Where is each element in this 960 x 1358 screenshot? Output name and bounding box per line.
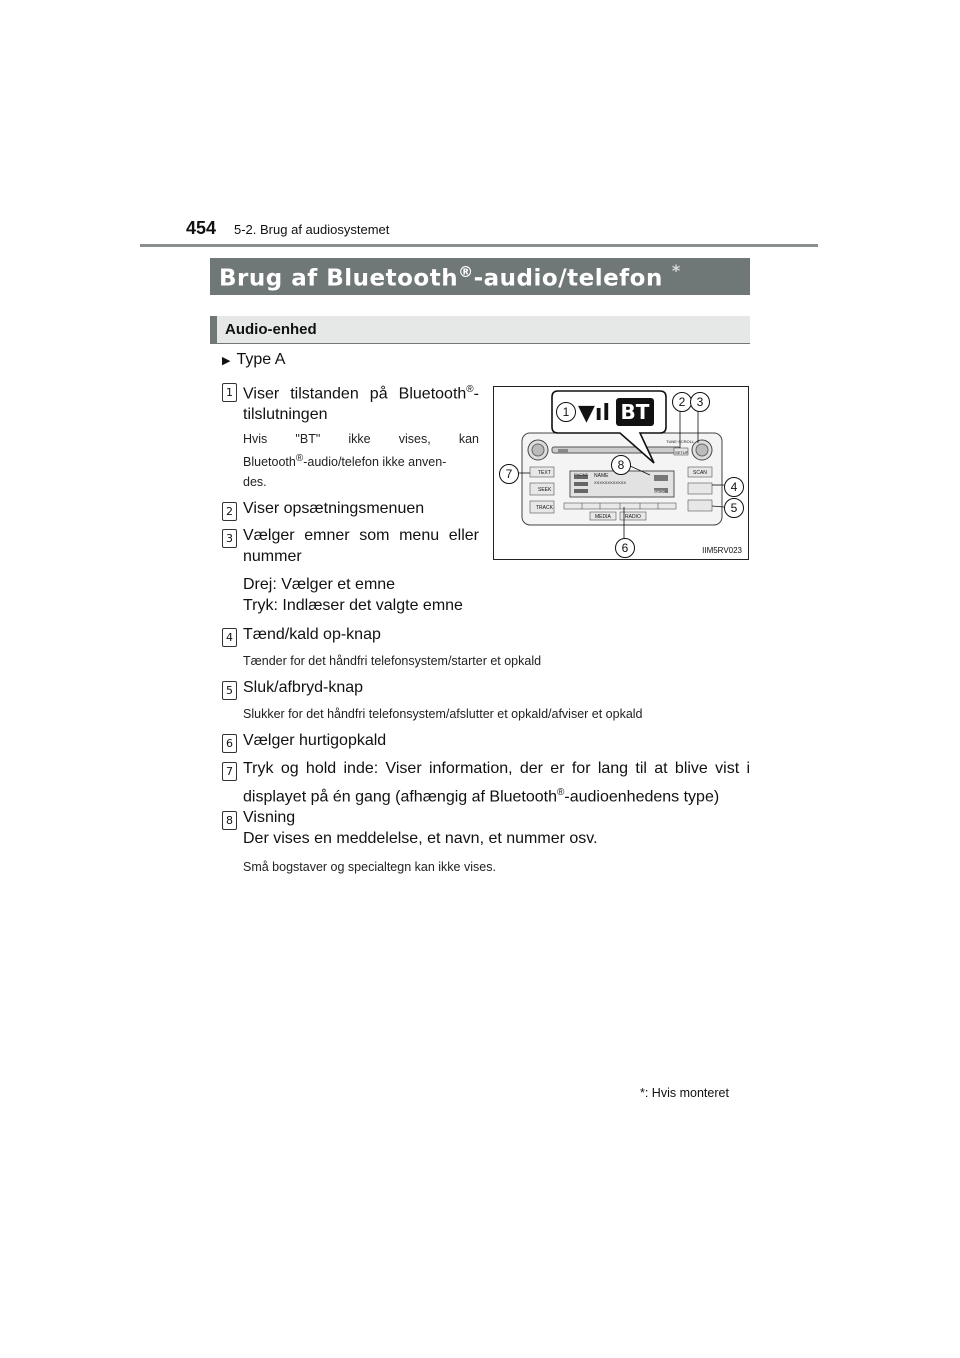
callout-3: 3 bbox=[690, 392, 710, 412]
track-button-label: TRACK bbox=[536, 505, 553, 511]
item-number: 5 bbox=[222, 681, 237, 700]
item-number: 6 bbox=[222, 734, 237, 753]
signal-strength-icon: ▼ıl bbox=[578, 401, 611, 426]
item-1-line2: tilslutningen bbox=[243, 406, 328, 424]
audio-unit-figure bbox=[493, 386, 749, 560]
back-button-label: BACK bbox=[654, 489, 665, 494]
title-asterisk: * bbox=[671, 261, 681, 280]
type-label bbox=[222, 351, 285, 369]
page-number: 454 bbox=[186, 218, 217, 238]
item-7-line2-end: -audioenhedens type) bbox=[564, 788, 720, 806]
title-rest: -audio/telefon bbox=[473, 265, 663, 292]
media-button-label: MEDIA bbox=[595, 514, 611, 520]
radio-button-label: RADIO bbox=[625, 514, 641, 520]
setup-button-label: SETUP bbox=[675, 450, 689, 455]
registered-mark: ® bbox=[557, 787, 565, 798]
title-main: Brug af Bluetooth bbox=[219, 265, 459, 292]
item-6-text: Vælger hurtigopkald bbox=[243, 732, 387, 749]
callout-4: 4 bbox=[724, 477, 744, 497]
callout-2: 2 bbox=[672, 392, 692, 412]
header-divider bbox=[140, 244, 818, 247]
callout-5: 5 bbox=[724, 498, 744, 518]
item-8-text bbox=[243, 807, 598, 849]
callout-6: 6 bbox=[615, 538, 635, 558]
item-7-line1: Tryk og hold inde: Viser information, der er for lang til at blive vist i bbox=[243, 760, 750, 777]
item-4-note: Tænder for det håndfri telefonsystem/starter et opkald bbox=[243, 654, 542, 668]
item-3-press: Tryk: Indlæser det valgte emne bbox=[243, 597, 463, 614]
callout-7: 7 bbox=[499, 464, 519, 484]
title-registered: ® bbox=[458, 263, 474, 281]
triangle-bullet-icon: ▶ bbox=[222, 355, 231, 367]
item-7-line2: displayet på én gang (afhængig af Bluetooth bbox=[243, 788, 558, 806]
item-5-note: Slukker for det håndfri telefonsystem/afslutter et opkald/afviser et opkald bbox=[243, 707, 643, 721]
item-7-text bbox=[243, 758, 750, 807]
type-label-text: Type A bbox=[236, 351, 286, 368]
scan-button-label: SCAN bbox=[693, 470, 707, 476]
footnote: *: Hvis monteret bbox=[640, 1086, 729, 1100]
figure-code: IIM5RV023 bbox=[702, 546, 742, 555]
display-number-label: XXXXXXXXXXXX bbox=[594, 480, 627, 485]
item-1-note bbox=[243, 429, 479, 492]
subheading-bar bbox=[210, 316, 750, 344]
item-number: 8 bbox=[222, 811, 237, 830]
display-name-label: NAME bbox=[594, 473, 609, 479]
callout-8: 8 bbox=[611, 455, 631, 475]
item-1-note-line1: Hvis "BT" ikke vises, kan bbox=[243, 432, 479, 446]
item-8-line2: Der vises en meddelelse, et navn, et nummer osv. bbox=[243, 830, 598, 847]
item-3-turn: Drej: Vælger et emne bbox=[243, 576, 396, 593]
registered-mark: ® bbox=[466, 384, 474, 395]
item-8-note: Små bogstaver og specialtegn kan ikke vises. bbox=[243, 860, 496, 874]
item-5-text: Sluk/afbryd-knap bbox=[243, 679, 364, 696]
subheading: Audio-enhed bbox=[225, 321, 317, 338]
section-reference: 5-2. Brug af audiosystemet bbox=[234, 222, 390, 237]
item-number: 4 bbox=[222, 628, 237, 647]
seek-button-label: SEEK bbox=[538, 487, 552, 493]
bluetooth-status-icon: BT bbox=[616, 398, 654, 426]
item-number: 3 bbox=[222, 529, 237, 548]
item-1-note-bt: Bluetooth bbox=[243, 455, 296, 470]
item-number: 1 bbox=[222, 383, 237, 402]
item-3-sub bbox=[243, 574, 463, 616]
item-3-line2: nummer bbox=[243, 548, 302, 565]
item-1-line1: Viser tilstanden på Bluetooth bbox=[243, 385, 467, 403]
item-1-hyphen: - bbox=[473, 385, 479, 403]
item-1-note-line3: des. bbox=[243, 475, 267, 490]
item-1-note-line2: -audio/telefon ikke anven- bbox=[303, 455, 447, 470]
section-title bbox=[219, 261, 681, 292]
item-2-text: Viser opsætningsmenuen bbox=[243, 500, 425, 517]
item-number: 7 bbox=[222, 762, 237, 781]
item-3-text bbox=[243, 525, 479, 567]
item-1-text bbox=[243, 379, 479, 425]
tune-scroll-label: TUNE·SCROLL bbox=[666, 439, 695, 444]
item-4-text: Tænd/kald op-knap bbox=[243, 626, 381, 643]
text-button-label: TEXT bbox=[538, 470, 551, 476]
item-3-line1: Vælger emner som menu eller bbox=[243, 527, 479, 544]
registered-mark: ® bbox=[295, 453, 304, 464]
section-title-bar bbox=[210, 258, 750, 295]
phone-label: PHONE bbox=[574, 472, 589, 477]
callout-1: 1 bbox=[556, 402, 576, 422]
item-number: 2 bbox=[222, 502, 237, 521]
item-8-line1: Visning bbox=[243, 809, 296, 826]
